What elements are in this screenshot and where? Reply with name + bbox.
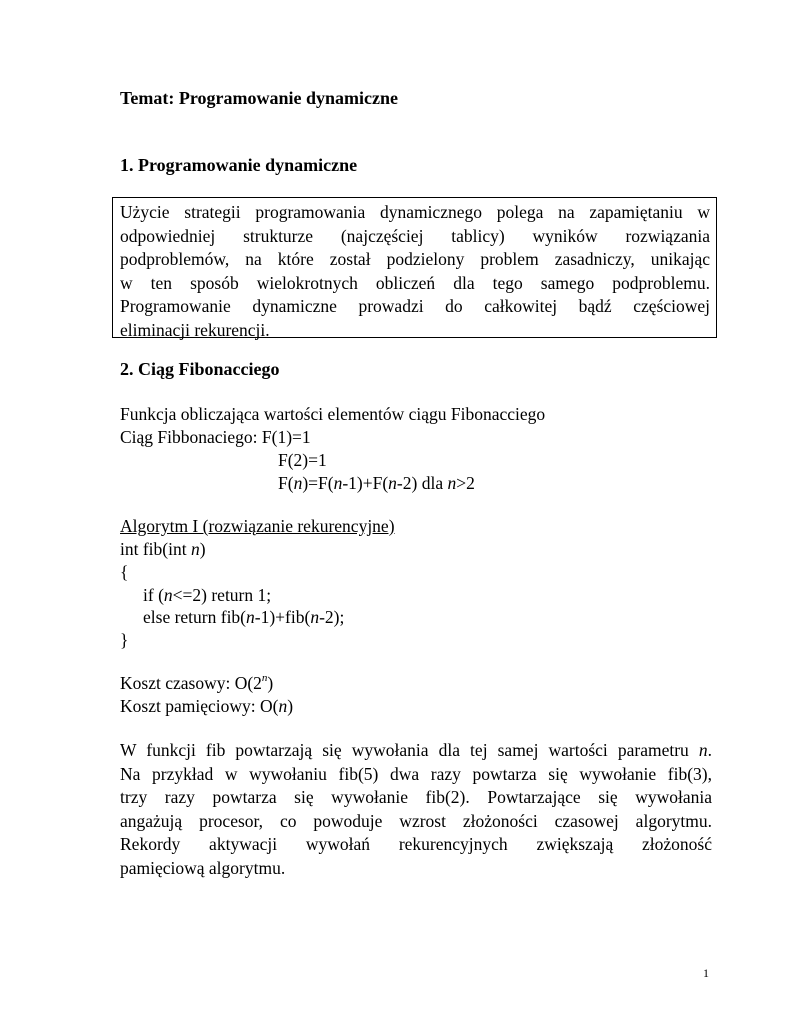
algorithm-heading: Algorytm I (rozwiązanie rekurencyjne) bbox=[120, 516, 395, 536]
paragraph-line: angażują procesor, co powoduje wzrost złożoności czasowej algorytmu. bbox=[120, 810, 712, 831]
section1-heading: 1. Programowanie dynamiczne bbox=[120, 155, 358, 175]
paragraph-line: pamięciową algorytmu. bbox=[120, 857, 286, 878]
code-signature: int fib(int n) bbox=[120, 539, 206, 559]
fib-intro: Funkcja obliczająca wartości elementów ciągu Fibonacciego bbox=[120, 404, 546, 424]
section2-heading: 2. Ciąg Fibonacciego bbox=[120, 359, 280, 379]
paragraph-line: Na przykład w wywołaniu fib(5) dwa razy powtarza się wywołanie fib(3), bbox=[120, 763, 712, 784]
fib-definition-line3: F(n)=F(n-1)+F(n-2) dla n>2 bbox=[278, 473, 475, 493]
memory-cost: Koszt pamięciowy: O(n) bbox=[120, 696, 294, 716]
box-line: w ten sposób wielokrotnych obliczeń dla tego samego podproblemu. bbox=[120, 272, 710, 293]
paragraph-line: trzy razy powtarza się wywołanie fib(2). Powtarzające się wywołania bbox=[120, 787, 712, 807]
box-line: eliminacji rekurencji. bbox=[120, 319, 270, 340]
code-close-brace: } bbox=[120, 630, 129, 650]
page-number: 1 bbox=[703, 966, 709, 980]
definition-box bbox=[112, 197, 717, 338]
code-if-line: if (n<=2) return 1; bbox=[143, 585, 272, 605]
fib-definition-line1: Ciąg Fibbonaciego: F(1)=1 bbox=[120, 427, 311, 447]
paragraph-line: Rekordy aktywacji wywołań rekurencyjnych zwiększają złożoność bbox=[120, 834, 712, 854]
box-line: odpowiedniej strukturze (najczęściej tablicy) wyników rozwiązania bbox=[120, 225, 710, 246]
code-else-line: else return fib(n-1)+fib(n-2); bbox=[143, 607, 345, 627]
box-line: Użycie strategii programowania dynamicznego polega na zapamiętaniu w bbox=[120, 202, 710, 222]
paragraph-line: W funkcji fib powtarzają się wywołania dla tej samej wartości parametru n. bbox=[120, 740, 712, 760]
fib-definition-line2: F(2)=1 bbox=[278, 450, 327, 470]
box-line: podproblemów, na które został podzielony problem zasadniczy, unikając bbox=[120, 249, 710, 269]
box-line: Programowanie dynamiczne prowadzi do całkowitej bądź częściowej bbox=[120, 296, 710, 316]
time-cost: Koszt czasowy: O(2$^n$) bbox=[120, 672, 274, 693]
page-title: Temat: Programowanie dynamiczne bbox=[120, 88, 398, 108]
explanation-paragraph bbox=[120, 739, 712, 880]
code-open-brace: { bbox=[120, 562, 129, 582]
